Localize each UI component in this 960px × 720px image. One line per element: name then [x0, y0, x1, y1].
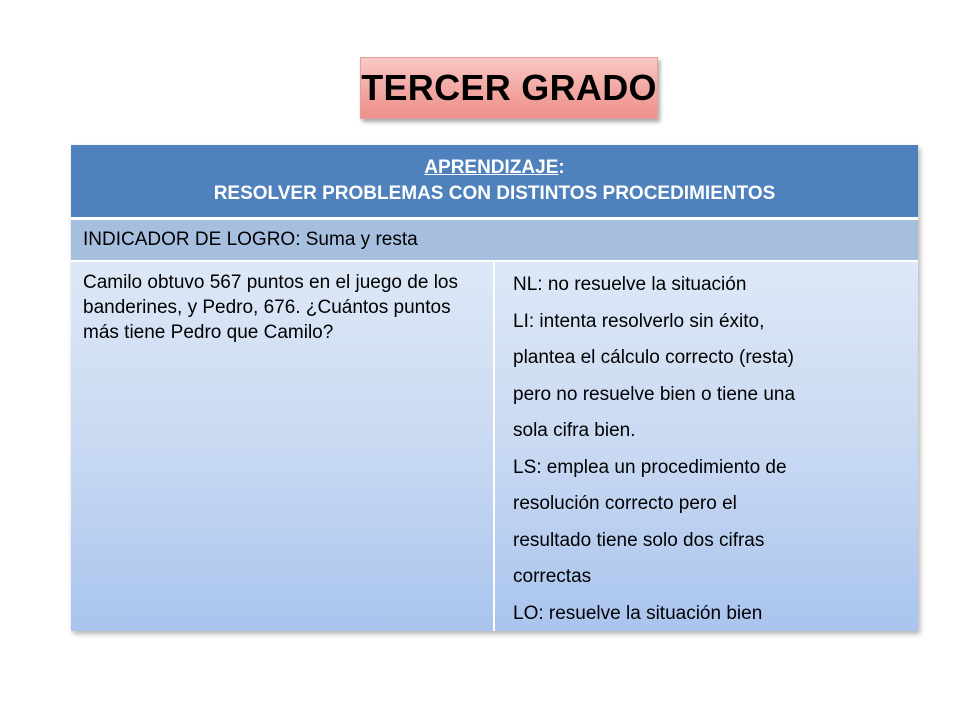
criteria-line: pero no resuelve bien o tiene una: [513, 383, 796, 405]
header-label-line: [424, 155, 564, 181]
criteria-line: LI: intenta resolverlo sin éxito,: [513, 310, 765, 332]
indicator-row: [71, 220, 918, 262]
table-header: [71, 145, 918, 220]
title-box: [360, 57, 658, 119]
criteria-line: plantea el cálculo correcto (resta): [513, 347, 794, 368]
criteria-line: resolución correcto pero el: [513, 493, 737, 514]
problem-text: Camilo obtuvo 567 puntos en el juego de los banderines, y Pedro, 676. ¿Cuántos puntos más tiene Pedro que Camilo?: [83, 272, 458, 343]
learning-table: [71, 145, 918, 631]
criteria-cell: [495, 262, 918, 631]
indicator-text: INDICADOR DE LOGRO: Suma y resta: [83, 229, 418, 250]
header-subtitle: RESOLVER PROBLEMAS CON DISTINTOS PROCEDIMIENTOS: [213, 183, 776, 204]
header-label: APRENDIZAJE: [424, 157, 559, 178]
criteria-line: sola cifra bien.: [513, 420, 636, 441]
problem-cell: [71, 262, 495, 631]
criteria-line: NL: no resuelve la situación: [513, 274, 747, 295]
header-colon: :: [558, 157, 565, 178]
criteria-line: correctas: [513, 566, 592, 587]
criteria-line: LS: emplea un procedimiento de: [513, 456, 787, 478]
table-body: [71, 262, 918, 631]
page-title: TERCER GRADO: [361, 67, 657, 108]
criteria-line: LO: resuelve la situación bien: [513, 602, 763, 624]
criteria-line: resultado tiene solo dos cifras: [513, 529, 765, 551]
